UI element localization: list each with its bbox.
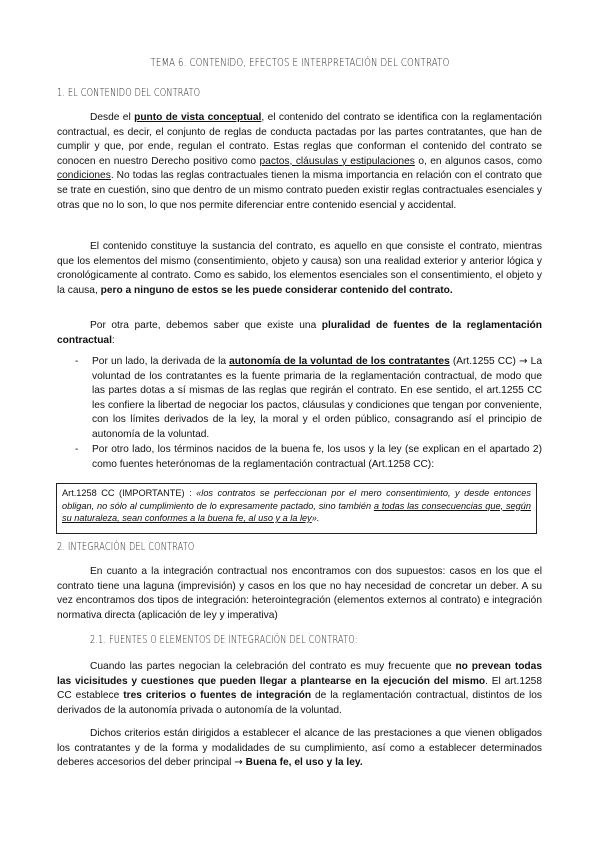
- text-run-underlined: punto de vista conceptual: [134, 112, 262, 123]
- text-run: Cuando las partes negocian la celebración del contrato es muy frecuente que: [90, 661, 456, 672]
- paragraph-criterios: [57, 727, 542, 771]
- paragraph-contenido-sustancia: [57, 240, 542, 298]
- text-run-underlined: pactos, cláusulas y estipulaciones: [259, 155, 415, 167]
- list-item: [57, 443, 542, 472]
- text-run: El contenido constituye la sustancia del contrato, es aquello en que consiste el contrato, mientras que los elementos del mismo (consentimiento, objeto y causa) son una realidad exterior y anterior lógica y cronológicamente al contrato. Como es sabido, los elementos esenciales son el consentimiento, el objeto y la causa,: [57, 241, 542, 296]
- text-run-bold: pero a ninguno de estos se les puede considerar contenido del contrato.: [100, 284, 453, 296]
- quote-text: «los contratos se perfeccionan por el mero consentimiento, y desde entonces obligan, no sólo al cumplimiento de lo expresamente pactado, sino también: [62, 488, 532, 511]
- section-heading-contenido: 1. EL CONTENIDO DEL CONTRATO: [57, 87, 201, 99]
- text-run: La voluntad de los contratantes es la fuente primaria de la reglamentación contractual, de modo que las partes dotas a sí mismas de las reglas que regirán el contrato. En ese sentido, el art.1255 CC les confiere la libertad de negociar los pactos, cláusulas y condiciones que tengan por conveniente, con los límites derivados de la ley, la moral y el orden público, consagrando así el principio de autonomía de la voluntad.: [92, 356, 542, 440]
- quote-text-underlined: a todas las consecuencias que, según su naturaleza, sean conformes a la buena fe, al uso y a la ley: [62, 500, 531, 523]
- text-run-bold: tres criterios o fuentes de integración: [123, 690, 312, 702]
- paragraph-pluralidad-fuentes: [57, 319, 542, 348]
- arrow-icon: →: [234, 757, 243, 769]
- section-heading-integracion: 2. INTEGRACIÓN DEL CONTRATO: [57, 541, 195, 553]
- text-run-underlined: condiciones: [57, 170, 111, 182]
- text-run: Por otro lado, los términos nacidos de la buena fe, los usos y la ley (se explican en el apartado 2) como fuentes heterónomas de la reglamentación contractual (Art.1258 CC):: [92, 444, 542, 470]
- paragraph-contenido-concepto: [57, 111, 542, 213]
- arrow-icon: →: [519, 356, 528, 367]
- quote-label: Art.1258 CC (IMPORTANTE) :: [62, 488, 197, 498]
- text-run: de la reglamentación contractual, distintos de los derivados de la autonomía privada o autonomía de la voluntad.: [57, 690, 542, 716]
- list-item: [57, 355, 542, 443]
- text-run: Dichos criterios están dirigidos a establecer el alcance de las prestaciones a que vienen obligados los contratantes y de la forma y modalidades de su cumplimiento, así como a establecer determinados deberes accesorios del deber principal: [57, 728, 542, 769]
- list-item-text: [92, 443, 542, 472]
- paragraph-fuentes-integracion: [57, 660, 542, 718]
- text-run: . No todas las reglas contractuales tienen la misma importancia en relación con el contrato que se trate en cuestión, sino que dentro de un mismo contrato pueden existir reglas contractuales esenciales y otras que no lo son, lo que nos permite diferenciar entre contenido esencial y accidental.: [57, 170, 542, 211]
- text-run: (Art.1255 CC): [449, 356, 520, 367]
- paragraph-integracion: En cuanto a la integración contractual nos encontramos con dos supuestos: casos en los que el contrato tiene una laguna (imprevisión) y casos en los que no hay necesidad de concretar un deber. A su vez encontramos dos tipos de integración: heterointegración (elementos externos al contrato) e integración normativa directa (aplicación de ley y imperativa): [57, 566, 542, 621]
- bullet-dash: -: [75, 356, 79, 367]
- quote-text: ».: [311, 513, 320, 523]
- text-run: :: [111, 334, 115, 346]
- list-item-text: [92, 355, 542, 443]
- text-run-bold: no prevean todas las vicisitudes y cuestiones que pueden llegar a plantearse en la ejecución del mismo: [57, 661, 542, 687]
- text-run: Desde el: [90, 112, 135, 123]
- text-run-bold: pluralidad de fuentes de la reglamentación contractual: [57, 320, 542, 346]
- text-run: Por un lado, la derivada de la: [92, 356, 230, 367]
- subsection-heading-fuentes: 2.1. FUENTES O ELEMENTOS DE INTEGRACIÓN DEL CONTRATO:: [90, 634, 358, 646]
- text-run-underlined: autonomía de la voluntad de los contratantes: [229, 356, 450, 367]
- page-title: TEMA 6. CONTENIDO, EFECTOS E INTERPRETACIÓN DEL CONTRATO: [150, 57, 450, 69]
- text-run: Por otra parte, debemos saber que existe una: [90, 320, 322, 331]
- text-run-bold: Buena fe, el uso y la ley.: [242, 757, 363, 769]
- text-run: , el contenido del contrato se identifica con la reglamentación contractual, es decir, el conjunto de reglas de conducta pactadas por las partes contratantes, que han de cumplir y que, por ende, regulan el contrato. Estas reglas que conforman el contenido del contrato se conocen en nuestro Derecho positivo como: [57, 112, 542, 167]
- bullet-dash: -: [75, 444, 79, 455]
- text-run: . El art.1258 CC establece: [57, 675, 542, 702]
- quote-box-art-1258: [56, 483, 537, 534]
- text-run: o, en algunos casos, como: [414, 155, 542, 167]
